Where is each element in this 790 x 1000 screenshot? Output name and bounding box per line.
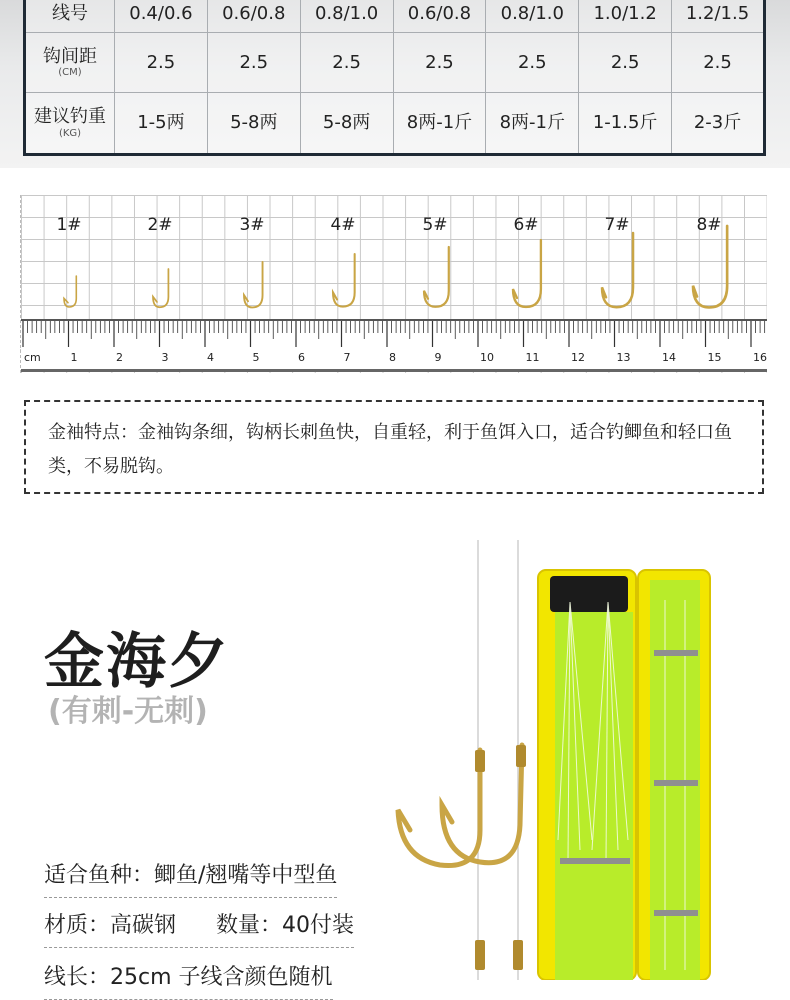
spec-row-label: [25, 93, 115, 155]
spec-row: [25, 33, 765, 93]
hook-box: [538, 570, 710, 980]
hook-size-label: 7#: [604, 215, 630, 235]
spec-cell: 2-3斤: [672, 93, 765, 155]
hook-icon: [151, 267, 176, 313]
hook-icon: [511, 238, 549, 313]
hook-size-label: 3#: [239, 215, 265, 235]
ruler-number: 11: [525, 351, 540, 364]
spec-cell: 2.5: [207, 33, 300, 93]
hook-icon: [242, 260, 271, 313]
hook-size-chart: [20, 195, 767, 373]
ruler-number: 13: [616, 351, 631, 364]
hook-size-label: 2#: [147, 215, 173, 235]
spec-row-unit: (KG): [58, 127, 82, 139]
feature-note: [24, 400, 764, 494]
hook-size-label: 1#: [56, 215, 82, 235]
ruler-number: 6: [298, 351, 305, 364]
spec-cell: 2.5: [300, 33, 393, 93]
spec-cell: 5-8两: [300, 93, 393, 155]
quantity-text: 数量：40付装: [216, 913, 355, 938]
spec-row-label-text: 建议钓重: [34, 106, 106, 128]
hook-size-label: 8#: [696, 215, 722, 235]
hook-icon: [691, 224, 735, 313]
spec-cell: 2.5: [115, 33, 208, 93]
hook-size-label: 6#: [513, 215, 539, 235]
hook-icon: [331, 252, 363, 313]
product-subtitle: (有刺-无刺): [48, 694, 208, 729]
spec-cell: 8两-1斤: [393, 93, 486, 155]
spec-row: [25, 0, 765, 33]
feature-note-text: 金袖特点：金袖钩条细，钩柄长刺鱼快，自重轻，利于鱼饵入口，适合钓鲫鱼和轻口鱼类，不易脱钩。: [48, 422, 732, 477]
spec-cell: 1-1.5斤: [579, 93, 672, 155]
hook-size-label: 4#: [330, 215, 356, 235]
line-length-text: 线长：25cm 子线含颜色随机: [44, 965, 333, 990]
ruler-number: 4: [207, 351, 214, 364]
spec-cell: 1.2/1.5: [672, 0, 765, 33]
spec-cell: 2.5: [393, 33, 486, 93]
fish-type-text: 适合鱼种：鲫鱼/翘嘴等中型鱼: [44, 863, 338, 888]
spec-cell: 0.8/1.0: [486, 0, 579, 33]
line-length-line: [44, 960, 333, 1000]
spec-row-label: [25, 0, 115, 33]
ruler-number: 10: [480, 351, 494, 364]
spec-cell: 1-5两: [115, 93, 208, 155]
spec-cell: 0.6/0.8: [207, 0, 300, 33]
ruler-number: 5: [252, 351, 260, 364]
ruler: [21, 319, 767, 372]
spec-cell: 1.0/1.2: [579, 0, 672, 33]
hook-icon: [62, 274, 84, 313]
ruler-number: 14: [662, 351, 676, 364]
ruler-number: 15: [707, 351, 722, 364]
hook-size-label: 5#: [422, 215, 448, 235]
spec-cell: 0.8/1.0: [300, 0, 393, 33]
spec-cell: 2.5: [672, 33, 765, 93]
hook-icon: [422, 245, 457, 313]
ruler-number: 1: [70, 351, 78, 364]
ruler-ticks: [21, 321, 767, 351]
material-text: 材质：高碳钢: [44, 913, 177, 938]
ruler-number: 12: [571, 351, 585, 364]
spec-cell: 2.5: [579, 33, 672, 93]
ruler-number: 7: [343, 351, 351, 364]
spec-cell: 2.5: [486, 33, 579, 93]
ruler-number: 2: [116, 351, 123, 364]
product-image: [380, 540, 780, 980]
ruler-number: 16: [753, 351, 767, 364]
ruler-number: 8: [389, 351, 396, 364]
gold-hook-icon: [398, 745, 522, 866]
spec-row-label-text: 线号: [52, 2, 88, 24]
spec-cell: 5-8两: [207, 93, 300, 155]
spec-row-label-text: 钩间距: [43, 45, 97, 67]
spec-cell: 0.4/0.6: [115, 0, 208, 33]
hook-icon: [600, 231, 641, 313]
spec-row: [25, 93, 765, 155]
spec-table: [23, 0, 766, 156]
spec-cell: 0.6/0.8: [393, 0, 486, 33]
spec-table-section: [0, 0, 790, 168]
spec-row-unit: (CM): [58, 67, 82, 79]
ruler-number: 9: [434, 351, 442, 364]
material-quantity-line: [44, 908, 354, 948]
spec-cell: 8两-1斤: [486, 93, 579, 155]
ruler-number: 3: [161, 351, 169, 364]
fish-type-line: [44, 858, 337, 898]
spec-row-label: [25, 33, 115, 93]
product-title: 金海夕: [44, 627, 230, 697]
ruler-unit-label: cm: [24, 351, 41, 364]
